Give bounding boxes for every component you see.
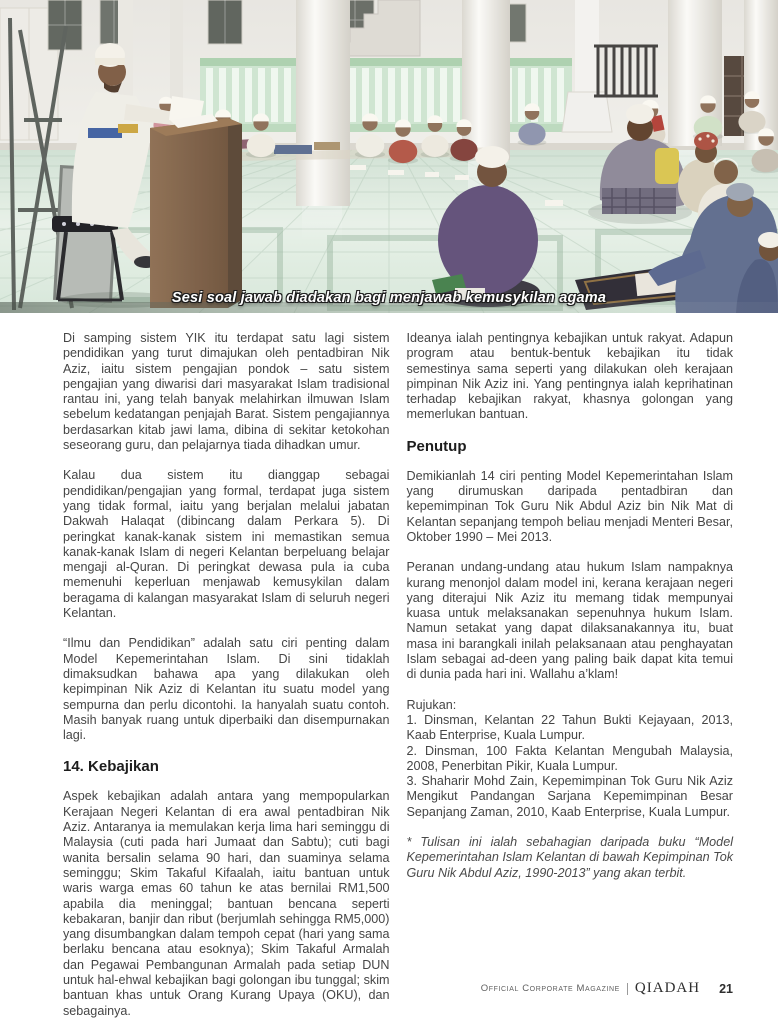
article-body (63, 331, 733, 1024)
magazine-label: Official Corporate Magazine (480, 983, 620, 994)
paragraph: Aspek kebajikan adalah antara yang mempopularkan Kerajaan Negeri Kelantan di era awal pentadbiran Nik Aziz. Antaranya ia memulakan kerja lima hari seminggu di Malaysia (cuti pada hari Jumaat dan Sabtu); cuti bagi wanita bersalin selama 90 hari, dan suaminya selama seminggu; Skim Takaful Kifaalah, iaitu bantuan untuk waris warga emas 60 tahun ke atas bernilai RM1,500 apabila dia meninggal; bantuan bencana seperti kebakaran, banjir dan ribut (berjumlah sehingga RM5,000) yang disumbangkan dalam tempoh cepat (hari yang sama berlaku bencana atau esoknya); Skim Takaful Armalah dan Pegawai Pembangunan Armalah pada setiap DUN untuk hal-ehwal kebajikan bagi golongan ibu tunggal; skim bantuan khas untuk Orang Kurang Upaya (OKU), dan sebagainya. (63, 789, 390, 1018)
paragraph: Di samping sistem YIK itu terdapat satu lagi sistem pendidikan yang turut dimajukan oleh pentadbiran Nik Aziz, iaitu sistem pengajian pondok – satu sistem pengajian yang diwarisi dari masyarakat Islam tradisional rantau ini, yang telah banyak melahirkan ilmuwan Islam sebelum kedatangan penjajah Barat. Sistem pengajiannya berdasarkan kitab jawi lama, dibina di sekitar ketokohan seseorang guru, dan pelajarnya tiada dihadkan umur. (63, 331, 390, 453)
section-heading-kebajikan: 14. Kebajikan (63, 758, 159, 776)
footnote: * Tulisan ini ialah sebahagian daripada buku “Model Kepemerintahan Islam Kelantan di bawah Kepimpinan Tok Guru Nik Abdul Aziz, 1990-2013” yang akan terbit. (406, 835, 733, 880)
article-photo (0, 0, 778, 313)
paragraph: Demikianlah 14 ciri penting Model Kepemerintahan Islam yang dirumuskan daripada pentadbiran dan kepemimpinan Tok Guru Nik Abdul Aziz bin Nik Mat di Kelantan sepanjang tempoh beliau menjadi Menteri Besar, Oktober 1990 – Mei 2013. (406, 468, 733, 544)
page-number: 21 (719, 981, 733, 996)
left-column (63, 331, 390, 1024)
footer-divider (627, 983, 628, 995)
right-column (407, 331, 734, 1024)
page-footer (481, 980, 733, 997)
mosque-photo-illustration (0, 0, 778, 313)
magazine-name: QIADAH (634, 980, 701, 996)
references-title: Rujukan: (406, 697, 457, 712)
photo-caption: Sesi soal jawab diadakan bagi menjawab kemusykilan agama (171, 290, 607, 306)
paragraph: Ideanya ialah pentingnya kebajikan untuk rakyat. Adapun program atau bentuk-bentuk kebajikan itu tidak semestinya sama seperti yang dilakukan oleh kerajaan pimpinan Nik Aziz ini. Yang pentingnya ialah keprihatinan terhadap kebajikan rakyat, khasnya golongan yang memerlukan bantuan. (406, 331, 733, 422)
reference-item: 1. Dinsman, Kelantan 22 Tahun Bukti Kejayaan, 2013, Kaab Enterprise, Kuala Lumpur. (406, 712, 733, 743)
references (407, 698, 734, 820)
paragraph: “Ilmu dan Pendidikan” adalah satu ciri penting dalam Model Kepemerintahan Islam. Di sini tidaklah dimaksudkan bahawa apa yang dilakukan oleh kepimpinan Nik Aziz di Kelantan itu suatu model yang sempurna dan perlu dicontohi. Ia hanyalah suatu contoh. Masih banyak ruang untuk diperbaiki dan disempurnakan lagi. (63, 636, 390, 743)
paragraph: Kalau dua sistem itu dianggap sebagai pendidikan/pengajian yang formal, terdapat juga sistem yang tidak formal, iaitu yang berjalan melalui jabatan Dakwah Halaqat (dibincang dalam Perkara 5). Di peringkat kanak-kanak sistem ini memastikan semua kanak-kanak Islam di negeri Kelantan berpeluang belajar mengaji al-Quran. Di peringkat dewasa pula ia cuba memenuhi keperluan menjawab kemusykilan dalam beragama di kalangan masyarakat Islam di seluruh negeri Kelantan. (63, 468, 390, 621)
section-heading-penutup: Penutup (406, 437, 467, 455)
reference-item: 3. Shaharir Mohd Zain, Kepemimpinan Tok Guru Nik Aziz Mengikut Pandangan Sarjana Kepemimpinan Besar Sepanjang Zaman, 2010, Kaab Enterprise, Kuala Lumpur. (406, 774, 733, 819)
paragraph: Peranan undang-undang atau hukum Islam nampaknya kurang menonjol dalam model ini, kerana kerajaan negeri yang diterajui Nik Aziz itu memang tidak mempunyai kuasa untuk melaksanakan sepenuhnya hukum Islam. Namun setakat yang dapat dilaksanakannya itu, buat masa ini barangkali inilah pelaksanaan atau penghayatan Islam sebagai ad-deen yang paling baik dapat kita temui di dunia pada hari ini. Wallahu a’klam! (406, 560, 733, 682)
reference-item: 2. Dinsman, 100 Fakta Kelantan Mengubah Malaysia, 2008, Penerbitan Pikir, Kuala Lumpur. (406, 743, 733, 773)
